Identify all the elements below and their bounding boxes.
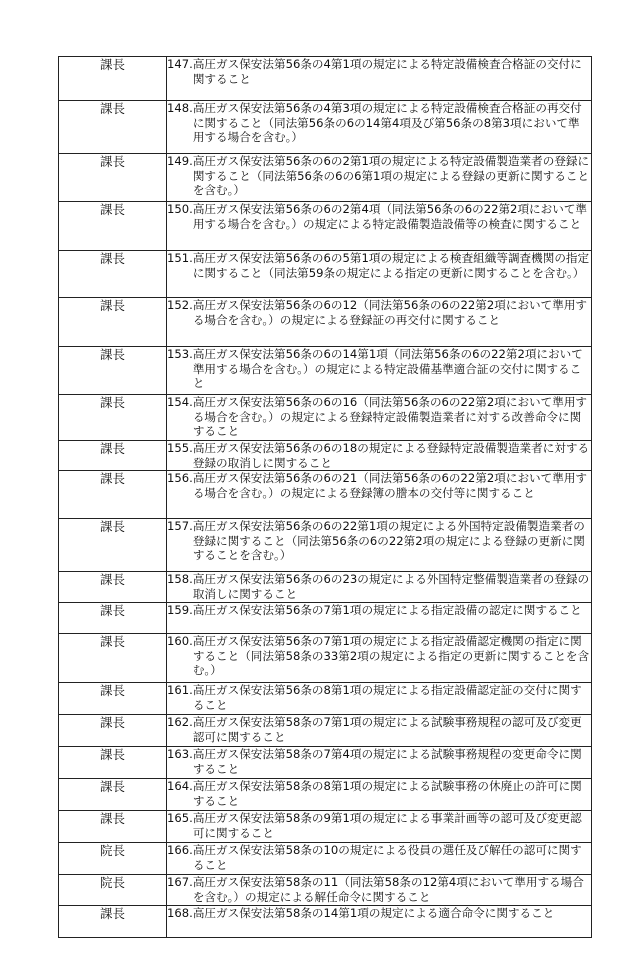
description-cell	[167, 811, 592, 843]
item-text: 高圧ガス保安法第58条の9第1項の規定による事業計画等の認可及び変更認可に関すること	[192, 811, 582, 840]
role-cell: 課長	[59, 906, 167, 938]
table-body	[59, 57, 592, 938]
role-cell: 課長	[59, 747, 167, 779]
item-entry	[167, 906, 591, 921]
role-cell: 課長	[59, 683, 167, 715]
role-cell: 院長	[59, 875, 167, 906]
role-cell: 課長	[59, 715, 167, 747]
role-cell: 課長	[59, 101, 167, 154]
item-entry	[167, 154, 591, 198]
description-cell	[167, 57, 592, 101]
table-row	[59, 875, 592, 906]
item-text: 高圧ガス保安法第56条の6の21（同法第56条の6の22第2項において準用する場合を含む。）の規定による登録簿の謄本の交付等に関すること	[192, 471, 588, 500]
description-cell	[167, 471, 592, 519]
table-row	[59, 154, 592, 202]
item-entry	[167, 441, 591, 470]
item-text: 高圧ガス保安法第56条の6の2第1項の規定による特定設備製造業者の登録に関すること（同法第56条の6の6第1項の規定による登録の更新に関することを含む。）	[192, 154, 590, 198]
item-entry	[167, 101, 591, 145]
table-row	[59, 441, 592, 471]
description-cell	[167, 747, 592, 779]
item-number: 155.	[167, 441, 193, 455]
item-entry	[167, 251, 591, 280]
description-cell	[167, 519, 592, 572]
description-cell	[167, 101, 592, 154]
item-entry	[167, 715, 591, 744]
description-cell	[167, 572, 592, 603]
role-cell: 課長	[59, 57, 167, 101]
role-cell: 課長	[59, 441, 167, 471]
item-text: 高圧ガス保安法第56条の6の2第4項（同法第56条の6の22第2項において準用する場合を含む。）の規定による特定設備製造設備等の検査に関すること	[192, 202, 588, 231]
table-row	[59, 519, 592, 572]
role-cell: 課長	[59, 519, 167, 572]
item-entry	[167, 683, 591, 712]
item-text: 高圧ガス保安法第58条の11（同法第58条の12第4項において準用する場合を含む。）の規定による解任命令に関すること	[192, 875, 584, 904]
item-text: 高圧ガス保安法第56条の6の23の規定による外国特定整備製造業者の登録の取消しに関すること	[192, 572, 590, 601]
description-cell	[167, 251, 592, 298]
table-row	[59, 843, 592, 875]
table-row	[59, 395, 592, 441]
role-cell: 課長	[59, 634, 167, 683]
item-text: 高圧ガス保安法第56条の6の22第1項の規定による外国特定設備製造業者の登録に関すること（同法第56条の6の22第2項の規定による登録の更新に関することを含む。）	[192, 519, 585, 563]
item-entry	[167, 875, 591, 904]
table-row	[59, 347, 592, 395]
role-cell: 課長	[59, 202, 167, 251]
description-cell	[167, 875, 592, 906]
role-cell: 課長	[59, 603, 167, 634]
item-entry	[167, 202, 591, 231]
item-number: 157.	[167, 519, 193, 534]
table-row	[59, 572, 592, 603]
table-row	[59, 634, 592, 683]
description-cell	[167, 202, 592, 251]
item-number: 160.	[167, 634, 193, 649]
table-row	[59, 603, 592, 634]
table-row	[59, 471, 592, 519]
item-entry	[167, 634, 591, 678]
item-text: 高圧ガス保安法第56条の6の5第1項の規定による検査組織等調査機関の指定に関すること（同法第59条の規定による指定の更新に関することを含む。）	[192, 251, 590, 280]
item-entry	[167, 395, 591, 439]
item-entry	[167, 747, 591, 776]
item-text: 高圧ガス保安法第56条の6の18の規定による登録特定設備製造業者に対する登録の取消しに関すること	[192, 441, 590, 470]
table-row	[59, 101, 592, 154]
item-number: 163.	[167, 747, 193, 762]
item-number: 168.	[167, 906, 193, 921]
item-text: 高圧ガス保安法第58条の7第1項の規定による試験事務規程の認可及び変更認可に関すること	[192, 715, 582, 744]
table-row	[59, 202, 592, 251]
table-row	[59, 298, 592, 347]
item-number: 165.	[167, 811, 193, 826]
role-cell: 課長	[59, 395, 167, 441]
role-cell: 課長	[59, 471, 167, 519]
delegation-table	[58, 56, 592, 938]
item-number: 148.	[167, 101, 193, 115]
item-entry	[167, 779, 591, 808]
item-entry	[167, 57, 591, 86]
item-text: 高圧ガス保安法第56条の7第1項の規定による指定設備の認定に関すること	[192, 603, 582, 618]
description-cell	[167, 347, 592, 395]
item-entry	[167, 603, 591, 618]
role-cell: 課長	[59, 572, 167, 603]
table-row	[59, 906, 592, 938]
description-cell	[167, 298, 592, 347]
role-cell: 院長	[59, 843, 167, 875]
description-cell	[167, 634, 592, 683]
description-cell	[167, 683, 592, 715]
item-number: 154.	[167, 395, 193, 409]
description-cell	[167, 906, 592, 938]
item-number: 167.	[167, 875, 193, 890]
role-cell: 課長	[59, 251, 167, 298]
item-text: 高圧ガス保安法第58条の7第4項の規定による試験事務規程の変更命令に関すること	[192, 747, 582, 776]
item-text: 高圧ガス保安法第56条の7第1項の規定による指定設備認定機関の指定に関すること（同法第58条の33第2項の規定による指定の更新に関することを含む。）	[192, 634, 590, 678]
item-number: 153.	[167, 347, 193, 361]
item-entry	[167, 347, 591, 391]
item-text: 高圧ガス保安法第58条の8第1項の規定による試験事務の休廃止の許可に関すること	[192, 779, 582, 808]
item-text: 高圧ガス保安法第56条の4第3項の規定による特定設備検査合格証の再交付に関すること（同法第56条の6の14第4項及び第56条の8第3項において準用する場合を含む。）	[192, 101, 582, 145]
description-cell	[167, 154, 592, 202]
description-cell	[167, 441, 592, 471]
description-cell	[167, 715, 592, 747]
item-number: 162.	[167, 715, 193, 730]
item-number: 149.	[167, 154, 193, 168]
table-row	[59, 251, 592, 298]
item-number: 152.	[167, 298, 193, 312]
item-number: 156.	[167, 471, 193, 486]
item-entry	[167, 298, 591, 327]
role-cell: 課長	[59, 298, 167, 347]
item-text: 高圧ガス保安法第56条の4第1項の規定による特定設備検査合格証の交付に関すること	[192, 57, 582, 86]
table-row	[59, 57, 592, 101]
item-number: 147.	[167, 57, 193, 71]
role-cell: 課長	[59, 811, 167, 843]
table-row	[59, 715, 592, 747]
table-row	[59, 683, 592, 715]
item-text: 高圧ガス保安法第58条の14第1項の規定による適合命令に関すること	[192, 906, 555, 921]
item-entry	[167, 572, 591, 601]
item-number: 151.	[167, 251, 193, 265]
table-row	[59, 811, 592, 843]
description-cell	[167, 779, 592, 811]
item-entry	[167, 843, 591, 872]
role-cell: 課長	[59, 779, 167, 811]
description-cell	[167, 603, 592, 634]
item-number: 164.	[167, 779, 193, 794]
table-row	[59, 747, 592, 779]
table-row	[59, 779, 592, 811]
item-text: 高圧ガス保安法第56条の6の14第1項（同法第56条の6の22第2項において準用する場合を含む。）の規定による特定設備基準適合証の交付に関すること	[192, 347, 583, 391]
role-cell: 課長	[59, 347, 167, 395]
description-cell	[167, 395, 592, 441]
item-number: 158.	[167, 572, 193, 587]
item-text: 高圧ガス保安法第58条の10の規定による役員の選任及び解任の認可に関すること	[192, 843, 582, 872]
item-entry	[167, 811, 591, 840]
item-number: 159.	[167, 603, 193, 618]
role-cell: 課長	[59, 154, 167, 202]
item-text: 高圧ガス保安法第56条の6の16（同法第56条の6の22第2項において準用する場合を含む。）の規定による登録特定設備製造業者に対する改善命令に関すること	[192, 395, 588, 439]
item-number: 161.	[167, 683, 193, 698]
item-entry	[167, 471, 591, 500]
item-text: 高圧ガス保安法第56条の8第1項の規定による指定設備認定証の交付に関すること	[192, 683, 582, 712]
item-entry	[167, 519, 591, 563]
item-number: 166.	[167, 843, 193, 858]
item-text: 高圧ガス保安法第56条の6の12（同法第56条の6の22第2項において準用する場合を含む。）の規定による登録証の再交付に関すること	[192, 298, 588, 327]
item-number: 150.	[167, 202, 193, 216]
description-cell	[167, 843, 592, 875]
